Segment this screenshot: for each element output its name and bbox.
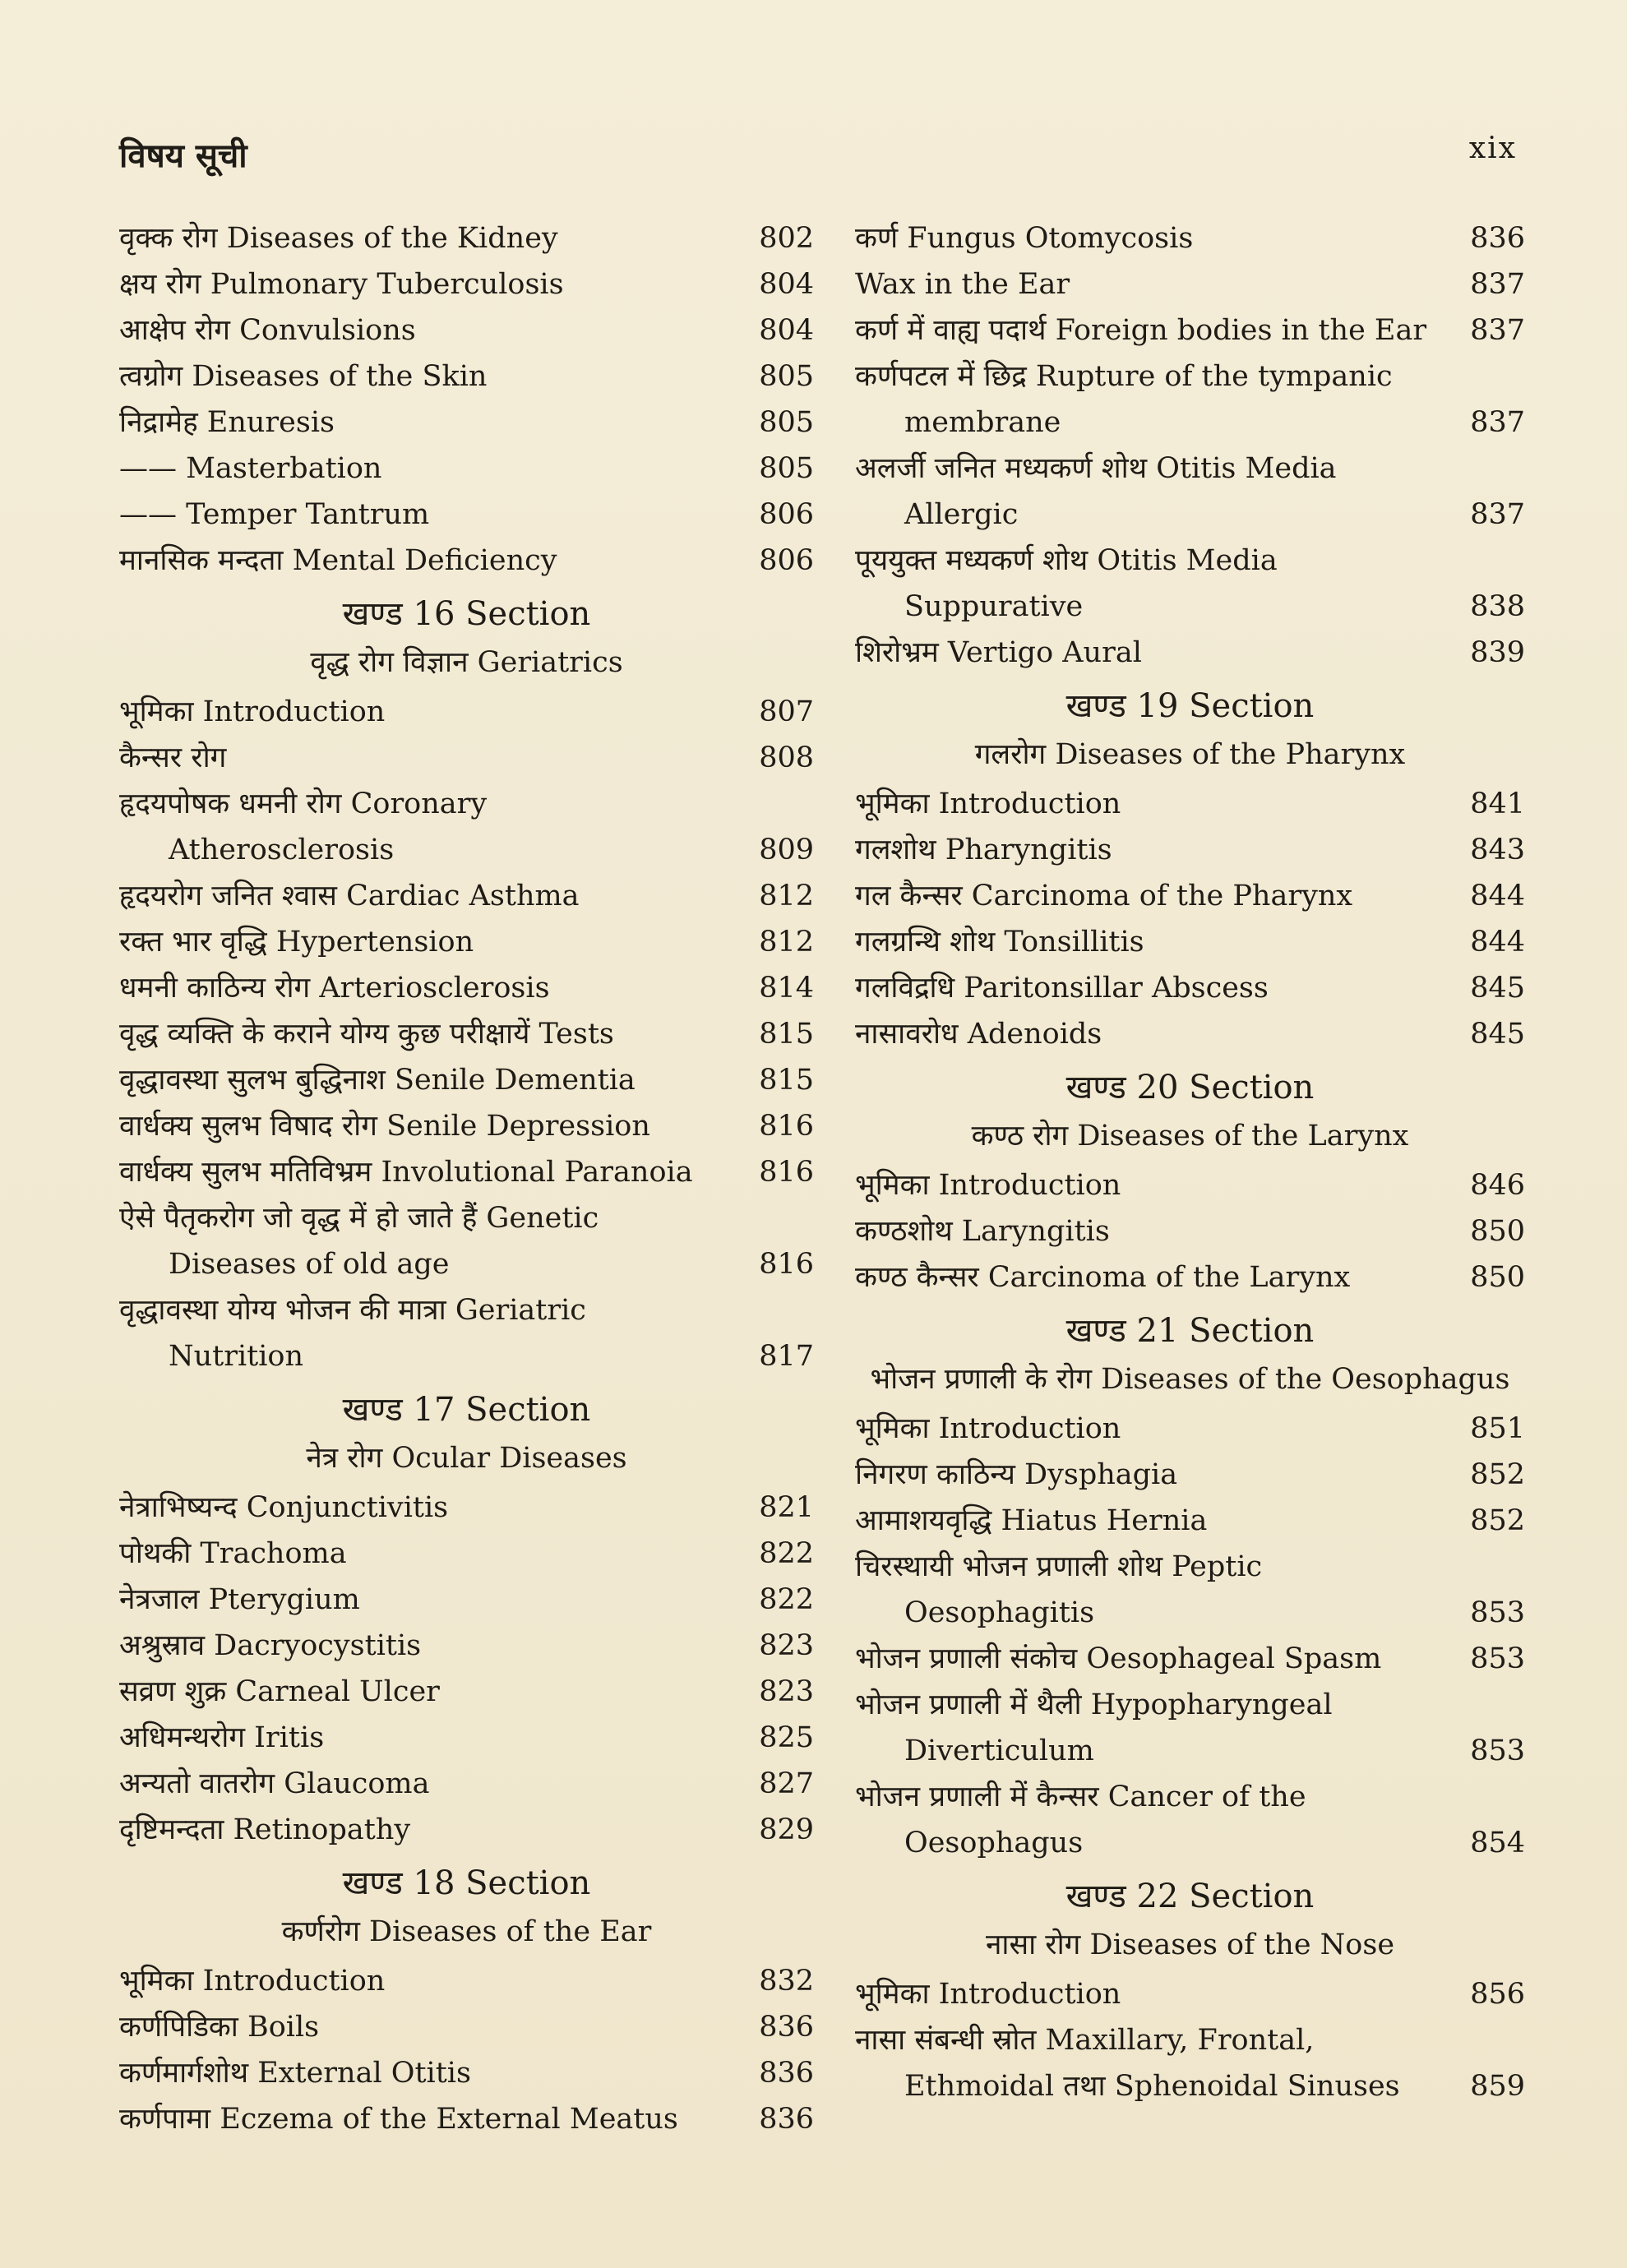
toc-entry-title: हृदयपोषक धमनी रोग Coronary [119, 788, 488, 820]
toc-entry-page: 805 [759, 360, 814, 393]
toc-entry [855, 353, 1525, 400]
toc-entry [119, 1807, 814, 1853]
toc-entry-title: आक्षेप रोग Convulsions [119, 314, 416, 347]
toc-entry-title: भूमिका Introduction [855, 1169, 1121, 1202]
page-number: xix [1468, 132, 1517, 165]
toc-entry-title: गल कैन्सर Carcinoma of the Pharynx [855, 880, 1353, 912]
toc-entry [119, 1287, 814, 1333]
toc-entry-title: Atherosclerosis [169, 834, 395, 866]
toc-entry-page: 808 [759, 741, 814, 774]
toc-entry-page: 853 [1470, 1734, 1525, 1767]
toc-entry-page: 822 [759, 1583, 814, 1616]
section-heading: खण्ड 20 Section [1065, 1069, 1315, 1106]
section-heading: खण्ड 16 Section [342, 595, 591, 633]
toc-entry-page: 837 [1470, 268, 1525, 301]
section-heading: खण्ड 22 Section [1065, 1878, 1315, 1915]
toc-entry-page: 839 [1470, 636, 1525, 669]
toc-entry-page: 806 [759, 498, 814, 531]
toc-entry [119, 400, 814, 446]
toc-entry [855, 1682, 1525, 1728]
section-subtitle: भोजन प्रणाली के रोग Diseases of the Oesophagus [870, 1363, 1510, 1396]
section-subtitle: कर्णरोग Diseases of the Ear [281, 1915, 652, 1948]
toc-entry-page: 843 [1470, 834, 1525, 866]
toc-entry [855, 1498, 1525, 1544]
toc-entry-title: अधिमन्थरोग Iritis [119, 1721, 325, 1754]
toc-entry-page: 836 [759, 2011, 814, 2044]
toc-entry [119, 1577, 814, 1623]
toc-entry-title: वृद्ध व्यक्ति के कराने योग्य कुछ परीक्षायें Tests [119, 1018, 614, 1051]
section-heading: खण्ड 21 Section [1065, 1312, 1315, 1350]
section-heading: खण्ड 19 Section [1065, 687, 1315, 725]
toc-entry [855, 215, 1525, 261]
toc-entry-title: कर्णपिडिका Boils [119, 2011, 320, 2044]
toc-entry [855, 492, 1525, 538]
toc-entry-title: मानसिक मन्दता Mental Deficiency [119, 544, 557, 577]
toc-entry [119, 1241, 814, 1287]
toc-entry-page: 806 [759, 544, 814, 577]
toc-entry-title: वार्धक्य सुलभ विषाद रोग Senile Depression [119, 1110, 650, 1143]
toc-entry [119, 2096, 814, 2142]
contents-left-column [119, 215, 814, 2142]
toc-entry-title: गलविद्रधि Paritonsillar Abscess [855, 972, 1269, 1005]
toc-entry-title: सव्रण शुक्र Carneal Ulcer [119, 1675, 440, 1708]
toc-entry [855, 1971, 1525, 2017]
toc-entry-title: धमनी काठिन्य रोग Arteriosclerosis [119, 972, 550, 1005]
toc-entry [119, 1149, 814, 1195]
toc-entry-title: Nutrition [169, 1340, 304, 1373]
toc-entry-title: कर्णपटल में छिद्र Rupture of the tympanic [855, 360, 1393, 393]
toc-entry [855, 1544, 1525, 1590]
toc-entry-title: वृक्क रोग Diseases of the Kidney [119, 222, 558, 255]
toc-entry [855, 584, 1525, 630]
toc-entry [855, 1162, 1525, 1208]
toc-entry [855, 919, 1525, 965]
toc-entry-page: 853 [1470, 1642, 1525, 1675]
toc-entry-title: नेत्रजाल Pterygium [119, 1583, 360, 1616]
toc-entry [119, 1761, 814, 1807]
toc-entry [119, 1333, 814, 1379]
toc-entry-page: 852 [1470, 1504, 1525, 1537]
toc-entry-title: Wax in the Ear [855, 268, 1070, 301]
toc-entry-title: भूमिका Introduction [855, 1412, 1121, 1445]
toc-entry [119, 353, 814, 400]
toc-entry-title: अश्रुस्राव Dacryocystitis [119, 1629, 422, 1662]
contents-right-column [855, 215, 1525, 2109]
toc-entry-page: 837 [1470, 406, 1525, 439]
section-subtitle: नासा रोग Diseases of the Nose [985, 1928, 1395, 1961]
toc-entry [855, 1728, 1525, 1774]
toc-entry [855, 261, 1525, 307]
toc-entry-title: —— Temper Tantrum [119, 498, 430, 531]
toc-entry-title: कर्णमार्गशोथ External Otitis [119, 2057, 471, 2090]
toc-entry-title: भूमिका Introduction [855, 1978, 1121, 2011]
toc-entry [855, 873, 1525, 919]
toc-entry-title: पूययुक्त मध्यकर्ण शोथ Otitis Media [855, 544, 1278, 577]
toc-entry [119, 1623, 814, 1669]
toc-entry [119, 492, 814, 538]
toc-entry [119, 1531, 814, 1577]
toc-entry-title: Diseases of old age [169, 1248, 450, 1281]
toc-entry-title: Suppurative [904, 590, 1084, 623]
toc-entry-page: 854 [1470, 1827, 1525, 1859]
toc-entry-page: 825 [759, 1721, 814, 1754]
toc-entry-title: वार्धक्य सुलभ मतिविभ्रम Involutional Paranoia [119, 1156, 693, 1189]
toc-entry [855, 307, 1525, 353]
toc-entry [119, 1958, 814, 2004]
section-heading: खण्ड 18 Section [342, 1864, 591, 1902]
toc-entry [119, 1103, 814, 1149]
toc-entry-page: 837 [1470, 314, 1525, 347]
toc-entry-page: 815 [759, 1018, 814, 1051]
toc-entry [119, 919, 814, 965]
toc-entry-title: अन्यतो वातरोग Glaucoma [119, 1767, 430, 1800]
toc-entry-title: membrane [904, 406, 1061, 439]
toc-entry [855, 400, 1525, 446]
running-header [119, 132, 1517, 181]
toc-entry-page: 823 [759, 1675, 814, 1708]
toc-entry-page: 821 [759, 1491, 814, 1524]
toc-entry-page: 807 [759, 695, 814, 728]
toc-entry-page: 836 [759, 2103, 814, 2136]
section-subtitle: नेत्र रोग Ocular Diseases [306, 1442, 627, 1475]
toc-entry-title: भोजन प्रणाली संकोच Oesophageal Spasm [855, 1642, 1382, 1675]
toc-entry-page: 805 [759, 452, 814, 485]
toc-entry-page: 856 [1470, 1978, 1525, 2011]
toc-entry [119, 1669, 814, 1715]
toc-entry [119, 1485, 814, 1531]
toc-entry-title: चिरस्थायी भोजन प्रणाली शोथ Peptic [855, 1550, 1263, 1583]
toc-entry-page: 827 [759, 1767, 814, 1800]
toc-entry [855, 1254, 1525, 1300]
toc-entry [119, 2004, 814, 2050]
toc-entry-title: कण्ठशोथ Laryngitis [855, 1215, 1110, 1248]
toc-entry-page: 815 [759, 1064, 814, 1097]
toc-entry-title: नासा संबन्धी स्रोत Maxillary, Frontal, [855, 2024, 1315, 2057]
toc-entry-page: 816 [759, 1248, 814, 1281]
toc-entry [855, 1774, 1525, 1820]
toc-entry [855, 2017, 1525, 2063]
toc-entry-page: 823 [759, 1629, 814, 1662]
toc-entry-page: 851 [1470, 1412, 1525, 1445]
toc-entry [855, 538, 1525, 584]
toc-entry-page: 850 [1470, 1215, 1525, 1248]
toc-entry-title: रक्त भार वृद्धि Hypertension [119, 926, 474, 958]
toc-entry [119, 735, 814, 781]
toc-entry-title: कर्ण Fungus Otomycosis [855, 222, 1194, 255]
toc-entry-title: कैन्सर रोग [119, 741, 227, 774]
toc-entry-title: —— Masterbation [119, 452, 382, 485]
toc-entry-title: वृद्धावस्था योग्य भोजन की मात्रा Geriatric [119, 1294, 586, 1327]
toc-entry-page: 850 [1470, 1261, 1525, 1294]
toc-entry-title: निद्रामेह Enuresis [119, 406, 335, 439]
toc-entry-title: ऐसे पैतृकरोग जो वृद्ध में हो जाते हैं Genetic [119, 1202, 599, 1235]
toc-entry-page: 814 [759, 972, 814, 1005]
toc-entry [119, 781, 814, 827]
toc-entry-title: भूमिका Introduction [855, 788, 1121, 820]
toc-entry [119, 873, 814, 919]
toc-entry-page: 859 [1470, 2070, 1525, 2103]
toc-entry-title: निगरण काठिन्य Dysphagia [855, 1458, 1178, 1491]
toc-entry-page: 802 [759, 222, 814, 255]
toc-entry [119, 1057, 814, 1103]
section-subtitle: गलरोग Diseases of the Pharynx [974, 738, 1406, 771]
toc-entry [855, 1590, 1525, 1636]
toc-entry [855, 965, 1525, 1011]
toc-entry-title: शिरोभ्रम Vertigo Aural [855, 636, 1142, 669]
toc-entry-title: भूमिका Introduction [119, 1965, 386, 1998]
toc-entry-title: अलर्जी जनित मध्यकर्ण शोथ Otitis Media [855, 452, 1337, 485]
toc-entry [119, 689, 814, 735]
toc-entry [119, 1715, 814, 1761]
toc-entry [855, 1452, 1525, 1498]
toc-entry-page: 845 [1470, 972, 1525, 1005]
toc-entry [119, 307, 814, 353]
toc-entry [855, 1208, 1525, 1254]
toc-entry-page: 845 [1470, 1018, 1525, 1051]
toc-entry-title: नासावरोध Adenoids [855, 1018, 1102, 1051]
toc-entry [855, 1011, 1525, 1057]
toc-entry-page: 812 [759, 926, 814, 958]
toc-entry-title: दृष्टिमन्दता Retinopathy [119, 1813, 411, 1846]
toc-entry-page: 846 [1470, 1169, 1525, 1202]
toc-entry-page: 809 [759, 834, 814, 866]
toc-entry-page: 804 [759, 314, 814, 347]
toc-entry-page: 853 [1470, 1596, 1525, 1629]
toc-entry-title: Oesophagus [904, 1827, 1084, 1859]
toc-entry [855, 630, 1525, 676]
toc-entry [855, 2063, 1525, 2109]
toc-entry-page: 836 [759, 2057, 814, 2090]
toc-entry [855, 1636, 1525, 1682]
toc-entry-page: 805 [759, 406, 814, 439]
section-subtitle: वृद्ध रोग विज्ञान Geriatrics [310, 646, 623, 679]
toc-entry-title: क्षय रोग Pulmonary Tuberculosis [119, 268, 564, 301]
toc-entry-title: वृद्धावस्था सुलभ बुद्धिनाश Senile Dementia [119, 1064, 636, 1097]
toc-entry-page: 838 [1470, 590, 1525, 623]
toc-entry [855, 446, 1525, 492]
toc-entry-title: कर्ण में वाह्य पदार्थ Foreign bodies in the Ear [855, 314, 1427, 347]
toc-entry-title: भूमिका Introduction [119, 695, 386, 728]
toc-entry [119, 965, 814, 1011]
toc-entry-page: 822 [759, 1537, 814, 1570]
toc-entry-title: कर्णपामा Eczema of the External Meatus [119, 2103, 678, 2136]
toc-entry-title: कण्ठ कैन्सर Carcinoma of the Larynx [855, 1261, 1351, 1294]
toc-entry-title: गलग्रन्थि शोथ Tonsillitis [855, 926, 1144, 958]
toc-entry [119, 827, 814, 873]
toc-entry [119, 215, 814, 261]
toc-entry-page: 817 [759, 1340, 814, 1373]
toc-entry-title: Oesophagitis [904, 1596, 1095, 1629]
toc-entry-title: पोथकी Trachoma [119, 1537, 347, 1570]
toc-entry-title: भोजन प्रणाली में थैली Hypopharyngeal [855, 1688, 1333, 1721]
toc-entry [855, 1406, 1525, 1452]
toc-entry-page: 841 [1470, 788, 1525, 820]
toc-entry-page: 812 [759, 880, 814, 912]
toc-entry-page: 832 [759, 1965, 814, 1998]
toc-entry-page: 829 [759, 1813, 814, 1846]
toc-entry [855, 781, 1525, 827]
toc-entry [119, 2050, 814, 2096]
toc-entry-page: 844 [1470, 926, 1525, 958]
toc-entry-title: भोजन प्रणाली में कैन्सर Cancer of the [855, 1781, 1306, 1813]
section-subtitle: कण्ठ रोग Diseases of the Larynx [971, 1120, 1409, 1152]
toc-entry [855, 827, 1525, 873]
toc-entry-title: आमाशयवृद्धि Hiatus Hernia [855, 1504, 1208, 1537]
toc-entry-title: त्वग्रोग Diseases of the Skin [119, 360, 488, 393]
toc-entry [119, 538, 814, 584]
toc-entry-title: Ethmoidal तथा Sphenoidal Sinuses [904, 2070, 1400, 2103]
toc-entry-title: Allergic [904, 498, 1019, 531]
toc-entry [119, 1195, 814, 1241]
toc-entry [119, 1011, 814, 1057]
toc-entry-page: 852 [1470, 1458, 1525, 1491]
toc-entry-page: 837 [1470, 498, 1525, 531]
section-heading: खण्ड 17 Section [342, 1391, 591, 1429]
toc-entry-title: हृदयरोग जनित श्वास Cardiac Asthma [119, 880, 580, 912]
toc-entry-title: Diverticulum [904, 1734, 1094, 1767]
toc-entry [119, 261, 814, 307]
header-title: विषय सूची [119, 136, 247, 175]
toc-entry-page: 816 [759, 1110, 814, 1143]
toc-entry [119, 446, 814, 492]
toc-entry-page: 804 [759, 268, 814, 301]
toc-entry-title: गलशोथ Pharyngitis [855, 834, 1112, 866]
toc-entry-page: 816 [759, 1156, 814, 1189]
toc-entry [855, 1820, 1525, 1866]
toc-entry-page: 836 [1470, 222, 1525, 255]
toc-entry-title: नेत्राभिष्यन्द Conjunctivitis [119, 1491, 449, 1524]
toc-entry-page: 844 [1470, 880, 1525, 912]
